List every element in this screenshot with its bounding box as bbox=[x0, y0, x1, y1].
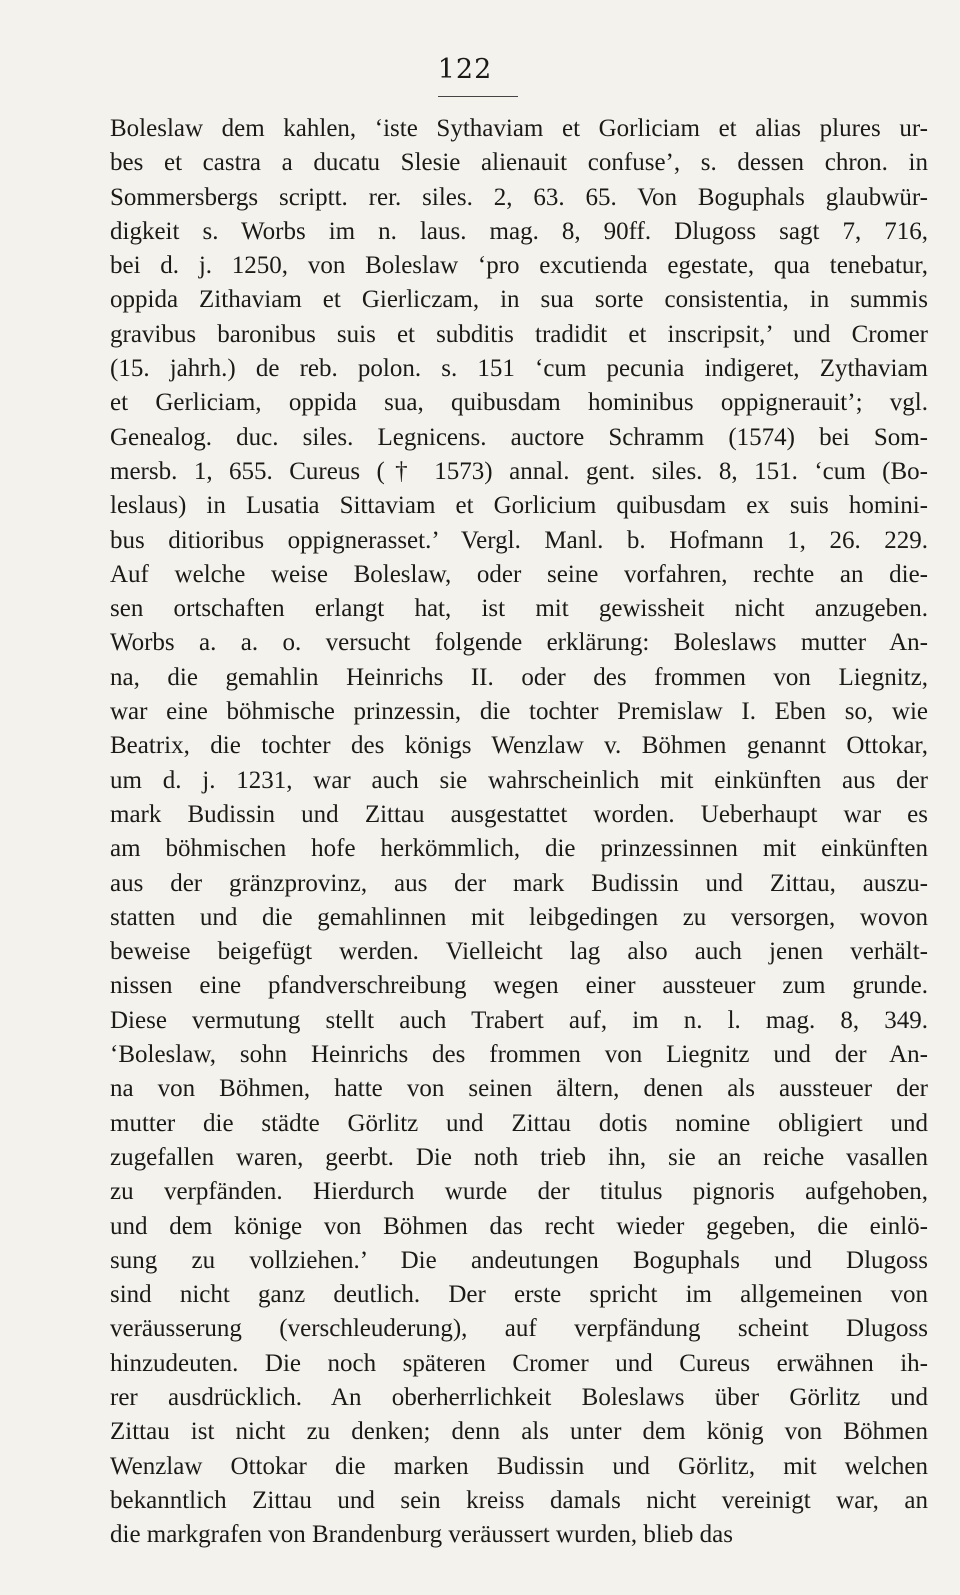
text-line: bekanntlich Zittau und sein kreiss damals nicht vereinigt war, an bbox=[110, 1486, 928, 1514]
text-line: sen ortschaften erlangt hat, ist mit gewissheit nicht anzugeben. bbox=[110, 595, 928, 623]
text-line: Diese vermutung stellt auch Trabert auf, im n. l. mag. 8, 349. bbox=[110, 1006, 928, 1034]
text-line: Worbs a. a. o. versucht folgende erklärung: Boleslaws mutter An- bbox=[110, 629, 928, 657]
text-line: leslaus) in Lusatia Sittaviam et Gorlicium quibusdam ex suis homini- bbox=[110, 492, 928, 520]
text-line: am böhmischen hofe herkömmlich, die prinzessinnen mit einkünften bbox=[110, 835, 928, 863]
text-line: Beatrix, die tochter des königs Wenzlaw v. Böhmen genannt Ottokar, bbox=[110, 732, 928, 760]
text-line: die markgrafen von Brandenburg veräussert wurden, blieb das bbox=[110, 1521, 733, 1549]
text-line: na, die gemahlin Heinrichs II. oder des frommen von Liegnitz, bbox=[110, 663, 928, 691]
text-line: bei d. j. 1250, von Boleslaw ‘pro excutienda egestate, qua tenebatur, bbox=[110, 252, 928, 280]
text-line: zugefallen waren, geerbt. Die noth trieb ihn, sie an reiche vasallen bbox=[110, 1143, 928, 1171]
text-line: Auf welche weise Boleslaw, oder seine vorfahren, rechte an die- bbox=[110, 560, 928, 588]
text-line: mark Budissin und Zittau ausgestattet worden. Ueberhaupt war es bbox=[110, 800, 928, 828]
text-line: et Gerliciam, oppida sua, quibusdam hominibus oppignerauit’; vgl. bbox=[110, 389, 928, 417]
text-line: und dem könige von Böhmen das recht wieder gegeben, die einlö- bbox=[110, 1212, 928, 1240]
text-line: um d. j. 1231, war auch sie wahrscheinlich mit einkünften aus der bbox=[110, 766, 928, 794]
footnote-text bbox=[110, 112, 928, 1552]
text-line: sind nicht ganz deutlich. Der erste spricht im allgemeinen von bbox=[110, 1281, 928, 1309]
text-line: aus der gränzprovinz, aus der mark Budissin und Zittau, auszu- bbox=[110, 869, 928, 897]
text-line: (15. jahrh.) de reb. polon. s. 151 ‘cum pecunia indigeret, Zythaviam bbox=[110, 355, 928, 383]
text-line: Wenzlaw Ottokar die marken Budissin und Görlitz, mit welchen bbox=[110, 1452, 928, 1480]
text-line: gravibus baronibus suis et subditis tradidit et inscripsit,’ und Cromer bbox=[110, 320, 928, 348]
text-line: digkeit s. Worbs im n. laus. mag. 8, 90ff. Dlugoss sagt 7, 716, bbox=[110, 217, 928, 245]
text-line: na von Böhmen, hatte von seinen ältern, denen als aussteuer der bbox=[110, 1075, 928, 1103]
text-line: Boleslaw dem kahlen, ‘iste Sythaviam et Gorliciam et alias plures ur- bbox=[110, 115, 928, 142]
text-line: mutter die städte Görlitz und Zittau dotis nomine obligiert und bbox=[110, 1109, 928, 1137]
text-line: oppida Zithaviam et Gierliczam, in sua sorte consistentia, in summis bbox=[110, 286, 928, 314]
text-line: bus ditioribus oppignerasset.’ Vergl. Manl. b. Hofmann 1, 26. 229. bbox=[110, 526, 928, 554]
text-line: nissen eine pfandverschreibung wegen einer aussteuer zum grunde. bbox=[110, 972, 928, 1000]
text-line: zu verpfänden. Hierdurch wurde der titulus pignoris aufgehoben, bbox=[110, 1178, 928, 1206]
text-line: beweise beigefügt werden. Vielleicht lag also auch jenen verhält- bbox=[110, 938, 928, 966]
text-line: veräusserung (verschleuderung), auf verpfändung scheint Dlugoss bbox=[110, 1315, 928, 1343]
text-line: mersb. 1, 655. Cureus († 1573) annal. gent. siles. 8, 151. ‘cum (Bo- bbox=[110, 457, 928, 485]
text-line: Genealog. duc. siles. Legnicens. auctore Schramm (1574) bei Som- bbox=[110, 423, 928, 451]
text-line: bes et castra a ducatu Slesie alienauit confuse’, s. dessen chron. in bbox=[110, 149, 928, 177]
page-number: 122 bbox=[437, 54, 493, 85]
text-line: sung zu vollziehen.’ Die andeutungen Boguphals und Dlugoss bbox=[110, 1246, 928, 1274]
text-line: Sommersbergs scriptt. rer. siles. 2, 63. 65. Von Boguphals glaubwür- bbox=[110, 183, 928, 211]
text-line: rer ausdrücklich. An oberherrlichkeit Boleslaws über Görlitz und bbox=[110, 1383, 928, 1411]
text-line: hinzudeuten. Die noch späteren Cromer und Cureus erwähnen ih- bbox=[110, 1349, 928, 1377]
text-line: Zittau ist nicht zu denken; denn als unter dem könig von Böhmen bbox=[110, 1418, 928, 1446]
text-line: statten und die gemahlinnen mit leibgedingen zu versorgen, wovon bbox=[110, 903, 928, 931]
page-number-rule bbox=[438, 96, 518, 97]
text-line: ‘Boleslaw, sohn Heinrichs des frommen von Liegnitz und der An- bbox=[110, 1041, 928, 1069]
text-line: war eine böhmische prinzessin, die tochter Premislaw I. Eben so, wie bbox=[110, 698, 928, 726]
